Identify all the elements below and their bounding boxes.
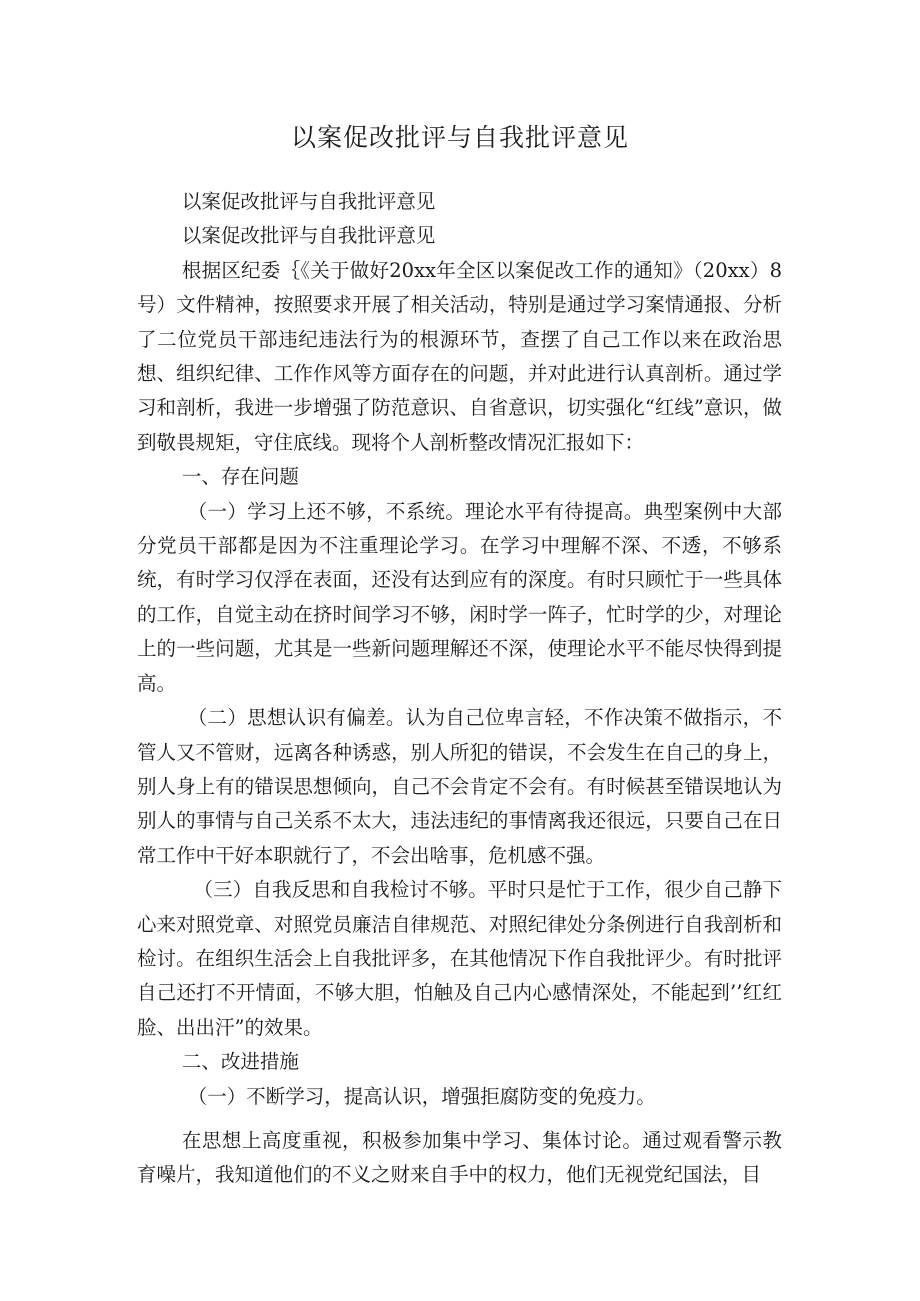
document-body bbox=[137, 185, 782, 1193]
paragraph-measure-1-heading: （一）不断学习，提高认识，增强拒腐防变的免疫力。 bbox=[187, 1084, 656, 1108]
paragraph-intro: 根据区纪委｛《关于做好20xx年全区以案促改工作的通知》（20xx）8号）文件精神，按照要求开展了相关活动，特别是通过学习案情通报、分析了二位党员干部违纪违法行为的根源环节，查摆了自己工作以来在政治思想、组织纪律、工作作风等方面存在的问题，并对此进行认真剖析。通过学习和剖析，我进一步增强了防范意识、自省意识，切实强化“红线”意识，做到敬畏规矩，守住底线。现将个人剖析整改情况汇报如下： bbox=[137, 258, 782, 454]
paragraph-problem-1: （一）学习上还不够，不系统。理论水平有待提高。典型案例中大部分党员干部都是因为不注重理论学习。在学习中理解不深、不透，不够系统，有时学习仅浮在表面，还没有达到应有的深度。有时只顾忙于一些具体的工作，自觉主动在挤时间学习不够，闲时学一阵子，忙时学的少，对理论上的一些问题，尤其是一些新问题理解还不深，使理论水平不能尽快得到提高。 bbox=[137, 499, 782, 695]
section-heading-problems: 一、存在问题 bbox=[181, 465, 299, 489]
paragraph-problem-3: （三）自我反思和自我检讨不够。平时只是忙于工作，很少自己静下心来对照党章、对照党员廉洁自律规范、对照纪律处分条例进行自我剖析和检讨。在组织生活会上自我批评多，在其他情况下作自我批评少。有时批评自己还打不开情面，不够大胆，怕触及自己内心感情深处，不能起到’’红红脸、出出汗”的效果。 bbox=[137, 878, 782, 1039]
paragraph-problem-2: （二）思想认识有偏差。认为自己位卑言轻，不作决策不做指示，不管人又不管财，远离各种诱惑，别人所犯的错误，不会发生在自己的身上，别人身上有的错误思想倾向，自己不会肯定不会有。有时候甚至错误地认为别人的事情与自己关系不太大，违法违纪的事情离我还很远，只要自己在日常工作中干好本职就行了，不会出啥事，危机感不强。 bbox=[137, 706, 782, 867]
paragraph-subtitle-2: 以案促改批评与自我批评意见 bbox=[181, 224, 436, 248]
section-heading-measures: 二、改进措施 bbox=[181, 1050, 299, 1074]
document-title: 以案促改批评与自我批评意见 bbox=[290, 123, 629, 152]
paragraph-subtitle-1: 以案促改批评与自我批评意见 bbox=[181, 190, 436, 213]
paragraph-measure-1-body: 在思想上高度重视，积极参加集中学习、集体讨论。通过观看警示教育噪片，我知道他们的不义之财来自手中的权力，他们无视党纪国法，目 bbox=[137, 1128, 782, 1187]
